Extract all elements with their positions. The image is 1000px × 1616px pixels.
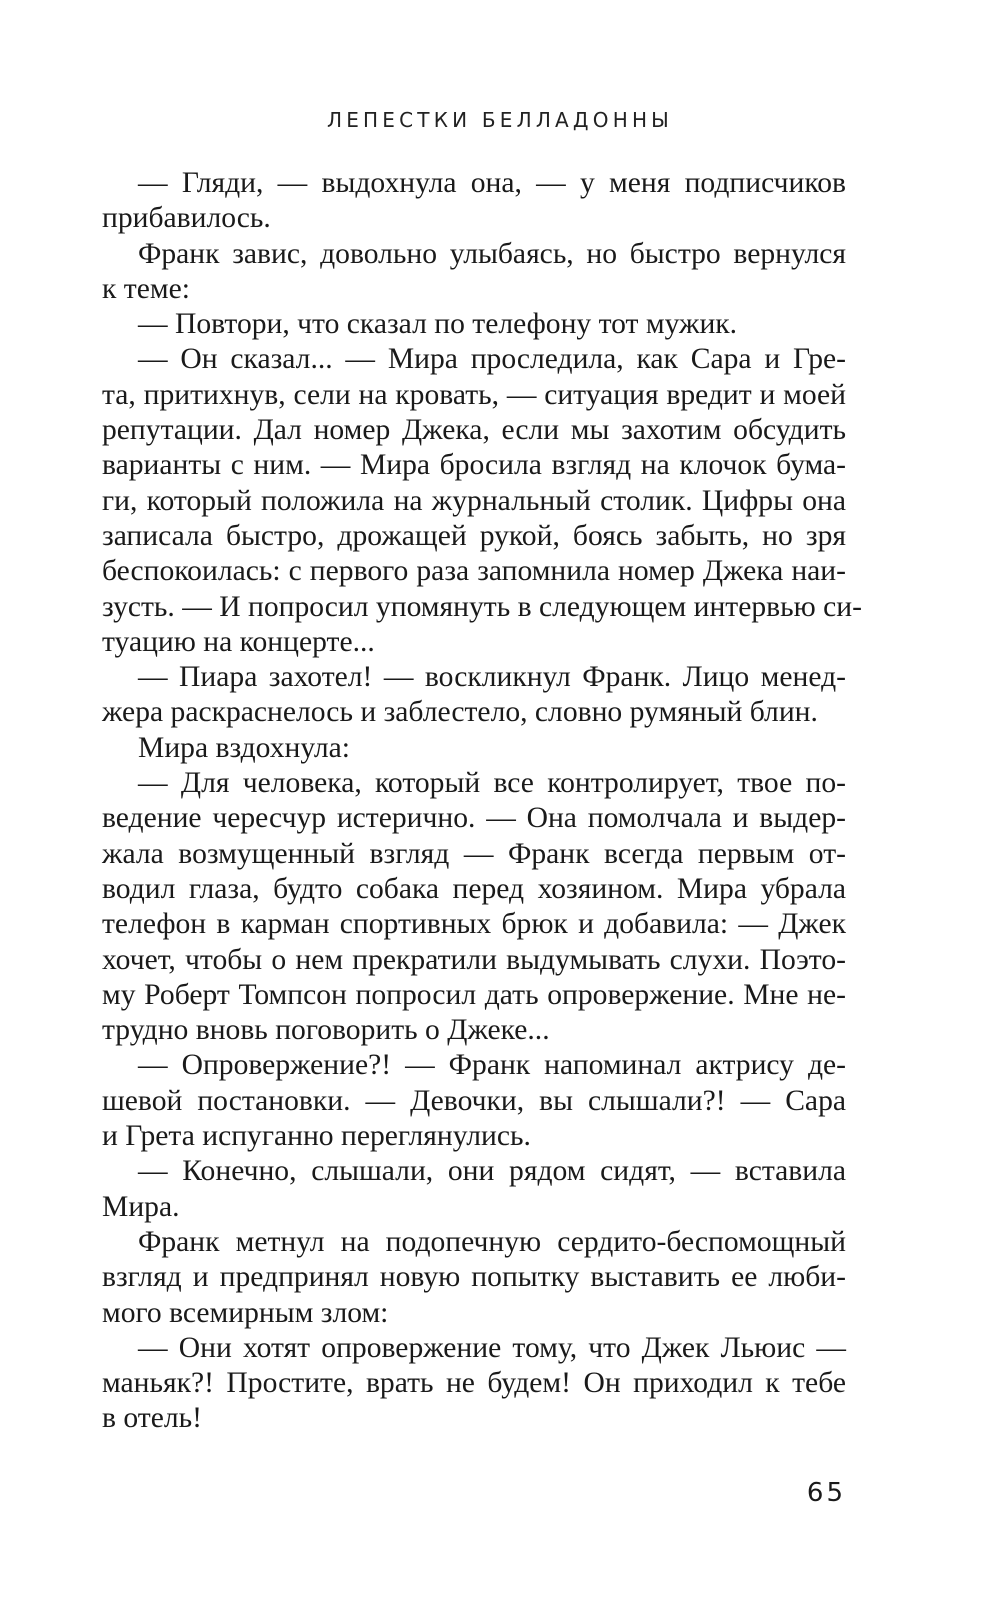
text-line: к теме: (102, 272, 190, 305)
text-line: ведение чересчур истерично. — Она помолчала и выдер- (102, 802, 846, 835)
text-line: — Пиара захотел! — воскликнул Франк. Лицо менед- (138, 661, 846, 694)
text-line: хочет, чтобы о нем прекратили выдумывать слухи. Поэто- (102, 943, 846, 976)
text-line: туацию на концерте... (102, 625, 375, 658)
text-line: записала быстро, дрожащей рукой, боясь забыть, но зря (102, 519, 846, 552)
text-line: зусть. — И попросил упомянуть в следующем интервью си- (102, 590, 862, 623)
text-line: шевой постановки. — Девочки, вы слышали?! — Сара (102, 1084, 846, 1117)
body-text (102, 166, 862, 1437)
text-line: репутации. Дал номер Джека, если мы захотим обсудить (102, 414, 846, 447)
text-line: в отель! (102, 1402, 202, 1435)
text-line: водил глаза, будто собака перед хозяином. Мира убрала (102, 872, 846, 905)
running-head: ЛЕПЕСТКИ БЕЛЛАДОННЫ (326, 108, 674, 132)
text-line: телефон в карман спортивных брюк и добавила: — Джек (102, 908, 846, 941)
text-line: маньяк?! Простите, врать не будем! Он приходил к тебе (102, 1367, 846, 1400)
text-line: жала возмущенный взгляд — Франк всегда первым от- (102, 837, 846, 870)
text-line: — Гляди, — выдохнула она, — у меня подписчиков (138, 167, 846, 199)
text-line: прибавилось. (102, 202, 271, 235)
text-line: — Для человека, который все контролирует, твое по- (138, 767, 846, 800)
text-line: — Он сказал... — Мира проследила, как Сара и Гре- (138, 343, 846, 376)
text-line: беспокоилась: с первого раза запомнила номер Джека наи- (102, 555, 846, 588)
text-line: трудно вновь поговорить о Джеке... (102, 1014, 550, 1047)
text-line: — Конечно, слышали, они рядом сидят, — вставила (138, 1155, 846, 1188)
text-line: му Роберт Томпсон попросил дать опровержение. Мне не- (102, 978, 846, 1011)
text-line: — Повтори, что сказал по телефону тот мужик. (138, 308, 738, 341)
text-line: варианты с ним. — Мира бросила взгляд на клочок бума- (102, 449, 846, 482)
text-line: жера раскраснелось и заблестело, словно румяный блин. (102, 696, 818, 729)
text-line: — Опровержение?! — Франк напоминал актрису де- (138, 1049, 846, 1082)
text-line: Мира вздохнула: (138, 731, 350, 764)
text-line: Франк завис, довольно улыбаясь, но быстро вернулся (138, 237, 846, 270)
text-line: Мира. (102, 1190, 180, 1223)
text-line: взгляд и предпринял новую попытку выставить ее люби- (102, 1261, 846, 1294)
text-line: и Грета испуганно переглянулись. (102, 1120, 531, 1153)
text-line: мого всемирным злом: (102, 1296, 389, 1329)
page-number: 65 (806, 1478, 846, 1508)
text-line: — Они хотят опровержение тому, что Джек Льюис — (138, 1331, 846, 1364)
text-line: та, притихнув, сели на кровать, — ситуация вредит и моей (102, 378, 846, 411)
text-line: ги, который положила на журнальный столик. Цифры она (102, 484, 846, 517)
text-line: Франк метнул на подопечную сердито-беспомощный (138, 1225, 846, 1258)
